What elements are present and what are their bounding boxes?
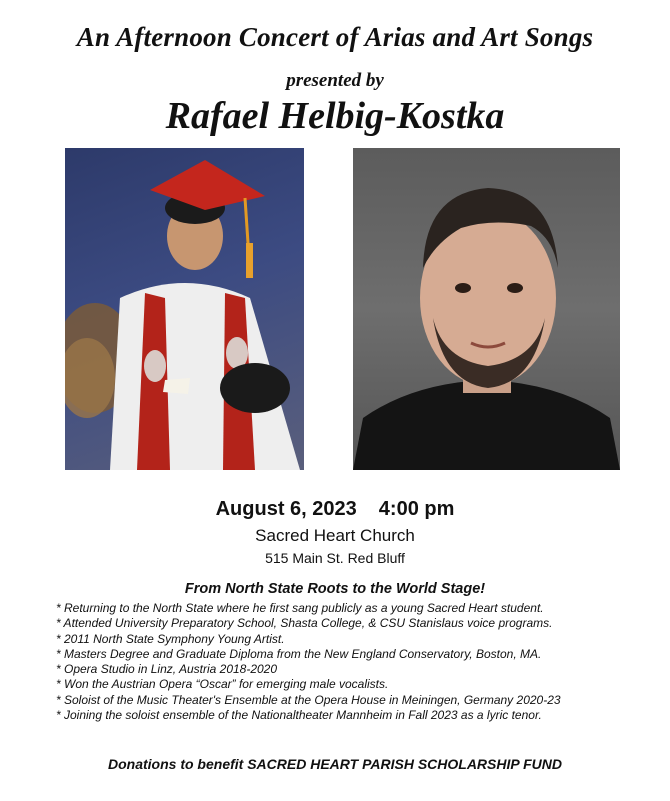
presented-by-label: presented by (286, 70, 384, 91)
childhood-graduation-illustration (65, 148, 304, 470)
list-item: * Masters Degree and Graduate Diploma from the New England Conservatory, Boston, MA. (56, 646, 542, 661)
event-time: 4:00 pm (378, 498, 455, 520)
bio-list (56, 601, 646, 723)
bio-tagline: From North State Roots to the World Stage! (184, 581, 486, 597)
list-item: * Opera Studio in Linz, Austria 2018-2020 (56, 662, 278, 677)
donations-footer: Donations to benefit SACRED HEART PARISH SCHOLARSHIP FUND (108, 756, 562, 772)
event-date-time (0, 498, 670, 521)
childhood-graduation-photo (65, 148, 304, 470)
event-date: August 6, 2023 (215, 498, 357, 520)
concert-title: An Afternoon Concert of Arias and Art Songs (76, 22, 594, 52)
event-venue: Sacred Heart Church (255, 526, 415, 545)
list-item: * Soloist of the Music Theater's Ensemble at the Opera House in Meiningen, Germany 2020-23 (56, 692, 561, 707)
list-item: * Joining the soloist ensemble of the Nationaltheater Mannheim in Fall 2023 as a lyric tenor. (56, 708, 542, 723)
adult-portrait-illustration (353, 148, 620, 470)
event-address: 515 Main St. Red Bluff (265, 550, 405, 566)
list-item: * Returning to the North State where he first sang publicly as a young Sacred Heart student. (56, 601, 544, 615)
adult-portrait-photo (353, 148, 620, 470)
list-item: * Attended University Preparatory School, Shasta College, & CSU Stanislaus voice programs. (56, 616, 553, 631)
performer-name: Rafael Helbig-Kostka (165, 95, 505, 137)
list-item: * Won the Austrian Opera “Oscar” for emerging male vocalists. (56, 677, 389, 692)
list-item: * 2011 North State Symphony Young Artist. (56, 631, 285, 646)
